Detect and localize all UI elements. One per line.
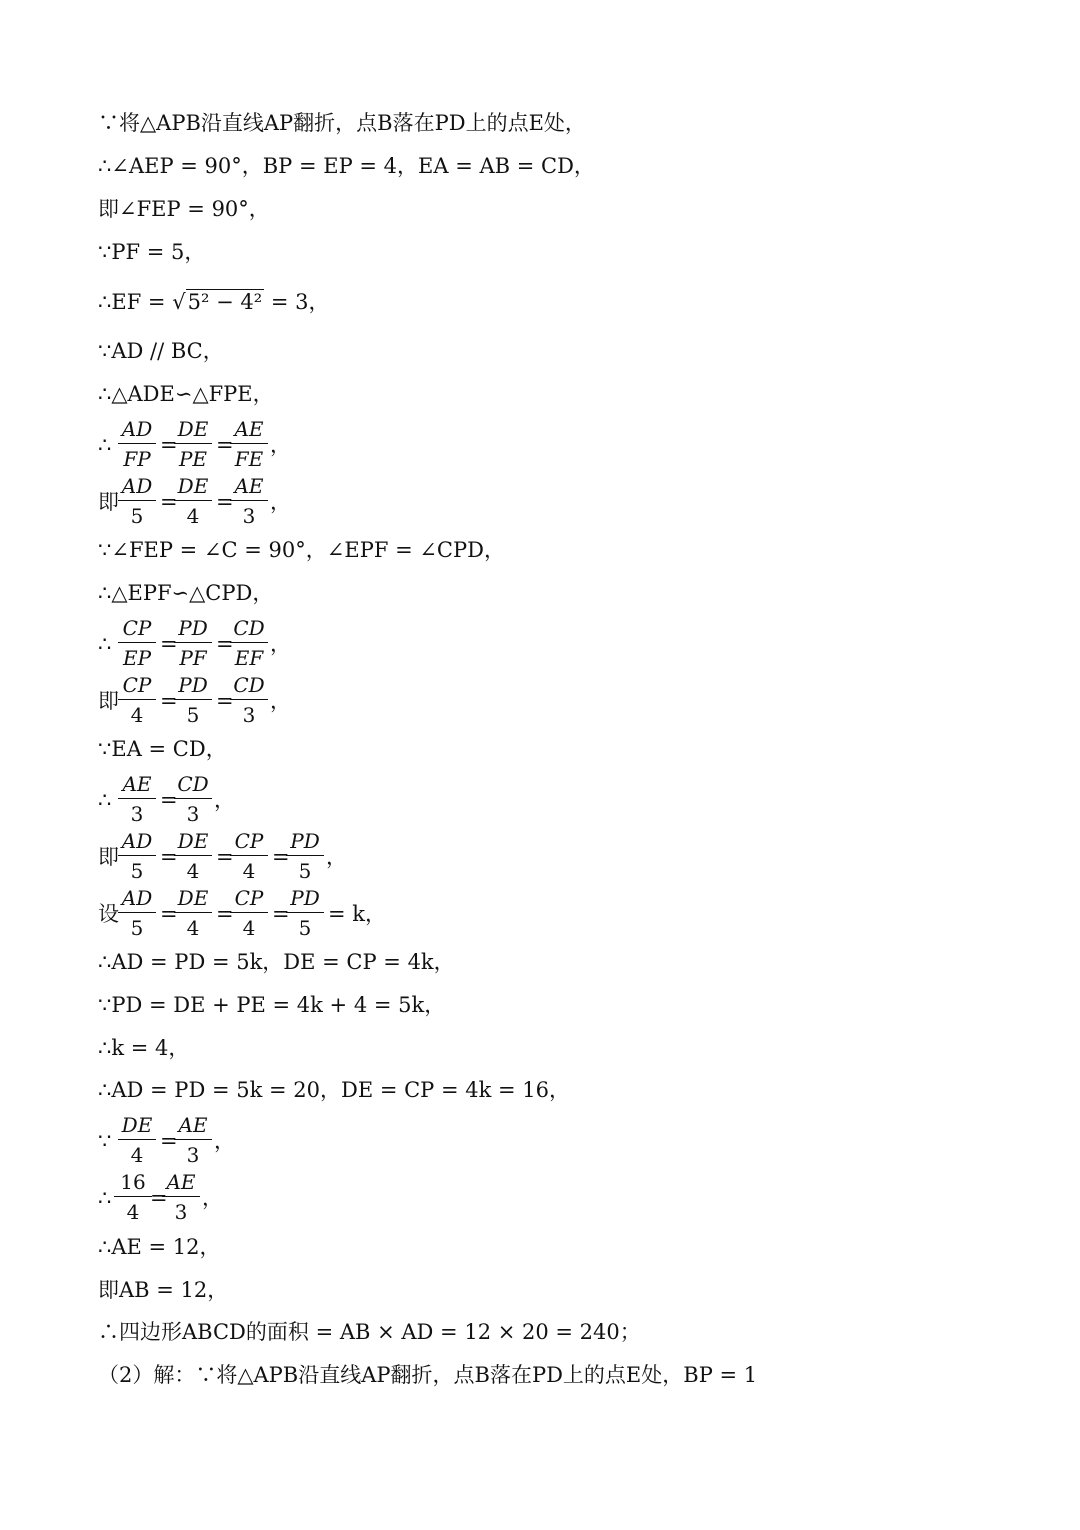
fraction	[286, 886, 324, 940]
denominator: 4	[186, 916, 200, 940]
fraction	[114, 1170, 152, 1224]
denominator: PF	[179, 646, 207, 670]
equals-sign: =	[216, 902, 234, 926]
punctuation: ，	[270, 689, 291, 713]
proof-line: ∵∠FEP = ∠C = 90°，∠EPF = ∠CPD，	[98, 538, 505, 562]
lead-symbol: 即	[98, 490, 119, 514]
punctuation: = k，	[328, 902, 386, 926]
proof-line: （2）解：∵将△APB沿直线AP翻折，点B落在PD上的点E处，BP = 1	[98, 1363, 758, 1387]
equals-sign: =	[216, 632, 234, 656]
fraction	[174, 772, 212, 826]
equals-sign: =	[216, 845, 234, 869]
numerator: DE	[174, 886, 212, 913]
denominator: 4	[186, 859, 200, 883]
fraction	[286, 829, 324, 883]
numerator: AD	[118, 886, 156, 913]
numerator: PD	[174, 616, 212, 643]
lead-symbol: ∵	[98, 1129, 112, 1153]
sqrt-prefix: ∴EF =	[98, 290, 166, 314]
fraction	[118, 417, 156, 471]
fraction	[230, 829, 268, 883]
fraction	[174, 474, 212, 528]
fraction	[118, 772, 156, 826]
numerator: CP	[230, 829, 268, 856]
denominator: 4	[242, 916, 256, 940]
equals-sign: =	[160, 632, 178, 656]
numerator: AD	[118, 474, 156, 501]
fraction	[118, 1113, 156, 1167]
denominator: 5	[186, 703, 200, 727]
equals-sign: =	[216, 433, 234, 457]
fraction	[174, 886, 212, 940]
numerator: DE	[174, 474, 212, 501]
proof-line: ∴AD = PD = 5k，DE = CP = 4k，	[98, 950, 455, 974]
numerator: DE	[174, 829, 212, 856]
equals-sign: =	[150, 1186, 168, 1210]
denominator: 3	[186, 1143, 200, 1167]
numerator: CD	[230, 673, 268, 700]
fraction	[230, 474, 268, 528]
punctuation: ，	[214, 788, 235, 812]
numerator: CP	[230, 886, 268, 913]
proof-line: ∵AD // BC，	[98, 339, 224, 363]
fraction	[230, 673, 268, 727]
equals-sign: =	[160, 689, 178, 713]
equals-sign: =	[216, 490, 234, 514]
numerator: AE	[174, 1113, 212, 1140]
numerator: CD	[174, 772, 212, 799]
numerator: 16	[114, 1170, 152, 1197]
numerator: DE	[118, 1113, 156, 1140]
numerator: AE	[230, 474, 268, 501]
fraction	[230, 616, 268, 670]
denominator: 5	[298, 859, 312, 883]
fraction	[174, 417, 212, 471]
equals-sign: =	[160, 788, 178, 812]
denominator: EP	[122, 646, 152, 670]
numerator: AE	[162, 1170, 200, 1197]
fraction	[174, 1113, 212, 1167]
equals-sign: =	[160, 845, 178, 869]
fraction	[174, 673, 212, 727]
equals-sign: =	[160, 902, 178, 926]
proof-line: 即AB = 12，	[98, 1278, 229, 1302]
proof-line: ∴∠AEP = 90°，BP = EP = 4，EA = AB = CD，	[98, 154, 595, 178]
denominator: 5	[130, 504, 144, 528]
proof-line: ∵将△APB沿直线AP翻折，点B落在PD上的点E处，	[98, 111, 586, 135]
lead-symbol: ∴	[98, 433, 112, 457]
numerator: CP	[118, 673, 156, 700]
denominator: 3	[186, 802, 200, 826]
equals-sign: =	[272, 845, 290, 869]
equals-sign: =	[160, 490, 178, 514]
denominator: 4	[242, 859, 256, 883]
numerator: AD	[118, 829, 156, 856]
fraction	[118, 886, 156, 940]
lead-symbol: 即	[98, 845, 119, 869]
punctuation: ，	[326, 845, 347, 869]
proof-line: ∴四边形ABCD的面积 = AB × AD = 12 × 20 = 240；	[98, 1320, 641, 1344]
denominator: PE	[178, 447, 208, 471]
fraction	[118, 673, 156, 727]
proof-line: ∵PF = 5，	[98, 240, 206, 264]
denominator: 4	[126, 1200, 140, 1224]
fraction	[118, 474, 156, 528]
fraction	[174, 616, 212, 670]
numerator: AE	[230, 417, 268, 444]
proof-line: ∴AE = 12，	[98, 1235, 221, 1259]
proof-line: ∴k = 4，	[98, 1036, 190, 1060]
lead-symbol: 即	[98, 689, 119, 713]
equals-sign: =	[272, 902, 290, 926]
denominator: 5	[130, 859, 144, 883]
punctuation: ，	[270, 632, 291, 656]
proof-line: ∴△ADE∽△FPE，	[98, 382, 274, 406]
proof-line: ∵PD = DE + PE = 4k + 4 = 5k，	[98, 993, 446, 1017]
proof-line: ∵EA = CD，	[98, 737, 227, 761]
punctuation: ，	[214, 1129, 235, 1153]
proof-line-sqrt	[98, 289, 329, 315]
punctuation: ，	[202, 1186, 223, 1210]
equals-sign: =	[216, 689, 234, 713]
denominator: 3	[242, 703, 256, 727]
numerator: CP	[118, 616, 156, 643]
numerator: CD	[230, 616, 268, 643]
numerator: PD	[174, 673, 212, 700]
denominator: 4	[130, 1143, 144, 1167]
fraction	[174, 829, 212, 883]
numerator: PD	[286, 829, 324, 856]
fraction	[230, 886, 268, 940]
denominator: FP	[123, 447, 151, 471]
denominator: 4	[186, 504, 200, 528]
denominator: 4	[130, 703, 144, 727]
numerator: AE	[118, 772, 156, 799]
punctuation: ，	[270, 490, 291, 514]
lead-symbol: 设	[98, 902, 119, 926]
square-root: √5² − 4²	[172, 290, 263, 314]
equals-sign: =	[160, 1129, 178, 1153]
denominator: FE	[234, 447, 264, 471]
denominator: 3	[174, 1200, 188, 1224]
numerator: DE	[174, 417, 212, 444]
lead-symbol: ∴	[98, 632, 112, 656]
numerator: AD	[118, 417, 156, 444]
fraction	[118, 829, 156, 883]
sqrt-suffix: = 3，	[270, 290, 330, 314]
lead-symbol: ∴	[98, 1186, 112, 1210]
denominator: 3	[242, 504, 256, 528]
proof-line: ∴AD = PD = 5k = 20，DE = CP = 4k = 16，	[98, 1078, 570, 1102]
proof-line: 即∠FEP = 90°，	[98, 197, 270, 221]
denominator: EF	[234, 646, 264, 670]
proof-line: ∴△EPF∽△CPD，	[98, 581, 274, 605]
equals-sign: =	[160, 433, 178, 457]
fraction	[118, 616, 156, 670]
numerator: PD	[286, 886, 324, 913]
fraction	[230, 417, 268, 471]
radicand: 5² − 4²	[187, 290, 263, 314]
denominator: 3	[130, 802, 144, 826]
fraction	[162, 1170, 200, 1224]
denominator: 5	[130, 916, 144, 940]
lead-symbol: ∴	[98, 788, 112, 812]
denominator: 5	[298, 916, 312, 940]
punctuation: ，	[270, 433, 291, 457]
